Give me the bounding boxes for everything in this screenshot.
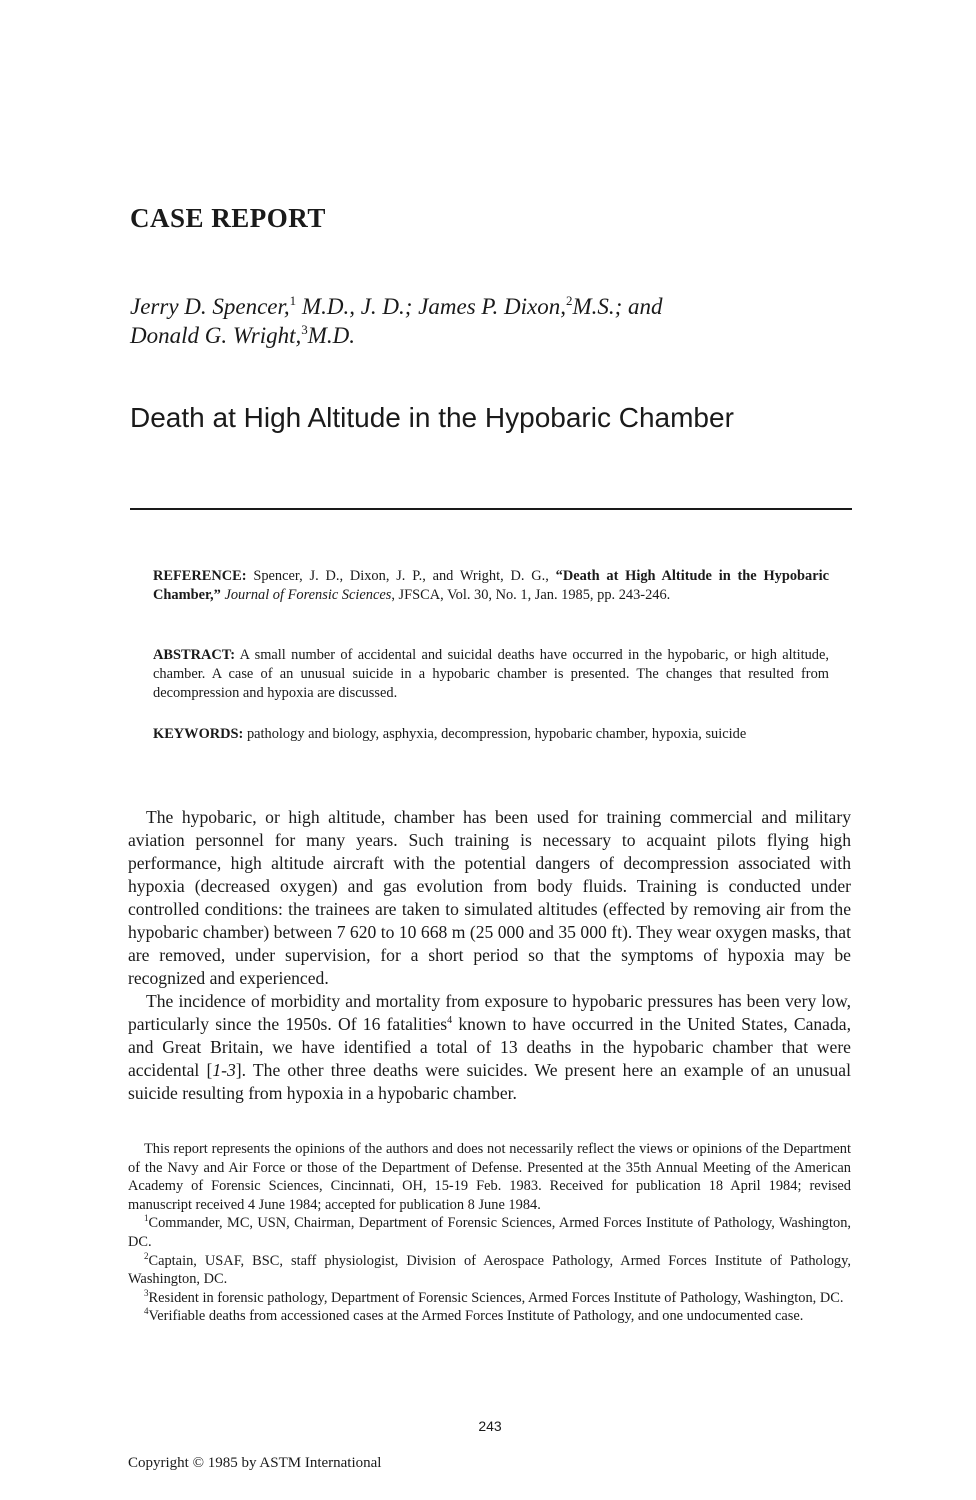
footnote-3-mark: 3 xyxy=(144,1287,149,1298)
body-paragraph-1: The hypobaric, or high altitude, chamber has been used for training commercial and military aviation personnel for many years. Such training is necessary to acquaint pilots flying high performance, high altitude aircraft with the potential dangers of decompression associated with hypoxia (decreased oxygen) and gas evolution from body fluids. Training is conducted under controlled conditions: the trainees are taken to simulated altitudes (effected by removing air from the hypobaric chamber) between 7 620 to 10 668 m (25 000 and 35 000 ft). They wear oxygen masks, that are removed, under supervision, for a short period so that the symptoms of hypoxia may be recognized and experienced. xyxy=(128,807,851,988)
reference-journal: Journal of Forensic Sciences xyxy=(224,587,392,603)
author-2-name: James P. Dixon, xyxy=(418,294,566,319)
author-3-name: Donald G. Wright, xyxy=(130,323,302,348)
footnote-3-text: Resident in forensic pathology, Department of Forensic Sciences, Armed Forces Institute of Pathology, Washington, DC. xyxy=(148,1289,844,1306)
abstract-text: A small number of accidental and suicidal deaths have occurred in the hypobaric, or high altitude, chamber. A case of an unusual suicide in a hypobaric chamber is presented. The changes that resulted from decompression and hypoxia are discussed. xyxy=(153,647,829,701)
reference-citation: , JFSCA, Vol. 30, No. 1, Jan. 1985, pp. 243-246. xyxy=(391,587,671,603)
footnote-2-mark: 2 xyxy=(144,1250,149,1261)
footnotes xyxy=(128,1140,851,1326)
footnote-1 xyxy=(128,1214,851,1251)
footnote-3 xyxy=(128,1289,851,1308)
reference-authors: Spencer, J. D., Dixon, J. P., and Wright, D. G., xyxy=(246,568,556,584)
footnote-1-text: Commander, MC, USN, Chairman, Department of Forensic Sciences, Armed Forces Institute of Pathology, Washington, DC. xyxy=(128,1215,851,1250)
abstract-label: ABSTRACT: xyxy=(153,647,236,663)
article-title: Death at High Altitude in the Hypobaric Chamber xyxy=(130,402,734,433)
footnote-2-text: Captain, USAF, BSC, staff physiologist, Division of Aerospace Pathology, Armed Forces Institute of Pathology, Washington, DC. xyxy=(128,1252,851,1288)
author-1-footnote-mark: 1 xyxy=(289,293,297,308)
page-number: 243 xyxy=(478,1418,502,1434)
author-list xyxy=(130,292,890,350)
reference-label: REFERENCE: xyxy=(153,568,247,584)
footnote-disclaimer: This report represents the opinions of the authors and does not necessarily reflect the views or opinions of the Department of the Navy and Air Force or those of the Department of Defense. Presented at the 35th Annual Meeting of the American Academy of Forensic Sciences, Cincinnati, OH, 15-19 Feb. 1983. Received for publication 18 April 1984; revised manuscript received 4 June 1984; accepted for publication 8 June 1984. xyxy=(128,1141,851,1213)
keywords-label: KEYWORDS: xyxy=(153,726,244,742)
footnote-1-mark: 1 xyxy=(144,1213,149,1224)
reference-article-title: “Death at High Altitude in the Hypobaric Chamber,” xyxy=(153,568,830,603)
footnote-2 xyxy=(128,1252,851,1289)
author-3-degree: M.D. xyxy=(307,323,356,348)
author-2-footnote-mark: 2 xyxy=(565,293,573,308)
body-p2-part-c: ]. The other three deaths were suicides. We present here an example of an unusual suicide resulting from hypoxia in a hypobaric chamber. xyxy=(128,1060,851,1103)
citation-reference: 1-3 xyxy=(212,1060,236,1080)
body-p2-part-a: The incidence of morbidity and mortality from exposure to hypobaric pressures has been very low, particularly since the 1950s. Of 16 fatalities xyxy=(128,991,851,1034)
body-text xyxy=(128,806,851,1105)
body-p2-part-b: known to have occurred in the United States, Canada, and Great Britain, we have identified a total of 13 deaths in the hypobaric chamber that were accidental [ xyxy=(128,1014,851,1080)
section-heading: CASE REPORT xyxy=(130,203,326,233)
keywords-block xyxy=(153,725,829,744)
footnote-4-mark: 4 xyxy=(447,1015,453,1026)
author-2-degree: M.S.; and xyxy=(572,294,663,319)
author-3-footnote-mark: 3 xyxy=(301,322,308,337)
author-1-name: Jerry D. Spencer, xyxy=(130,294,290,319)
body-paragraph-2 xyxy=(128,990,851,1105)
footnote-4-text: Verifiable deaths from accessioned cases at the Armed Forces Institute of Pathology, and one undocumented case. xyxy=(148,1308,804,1325)
keywords-text: pathology and biology, asphyxia, decompression, hypobaric chamber, hypoxia, suicide xyxy=(243,726,747,742)
footnote-4 xyxy=(128,1307,851,1326)
reference-block xyxy=(153,567,829,605)
copyright-notice: Copyright © 1985 by ASTM International xyxy=(128,1455,382,1471)
footnote-4-text-mark: 4 xyxy=(144,1306,149,1317)
abstract-block xyxy=(153,646,829,703)
author-1-degree: M.D., J. D.; xyxy=(296,294,419,319)
title-rule xyxy=(130,508,852,510)
